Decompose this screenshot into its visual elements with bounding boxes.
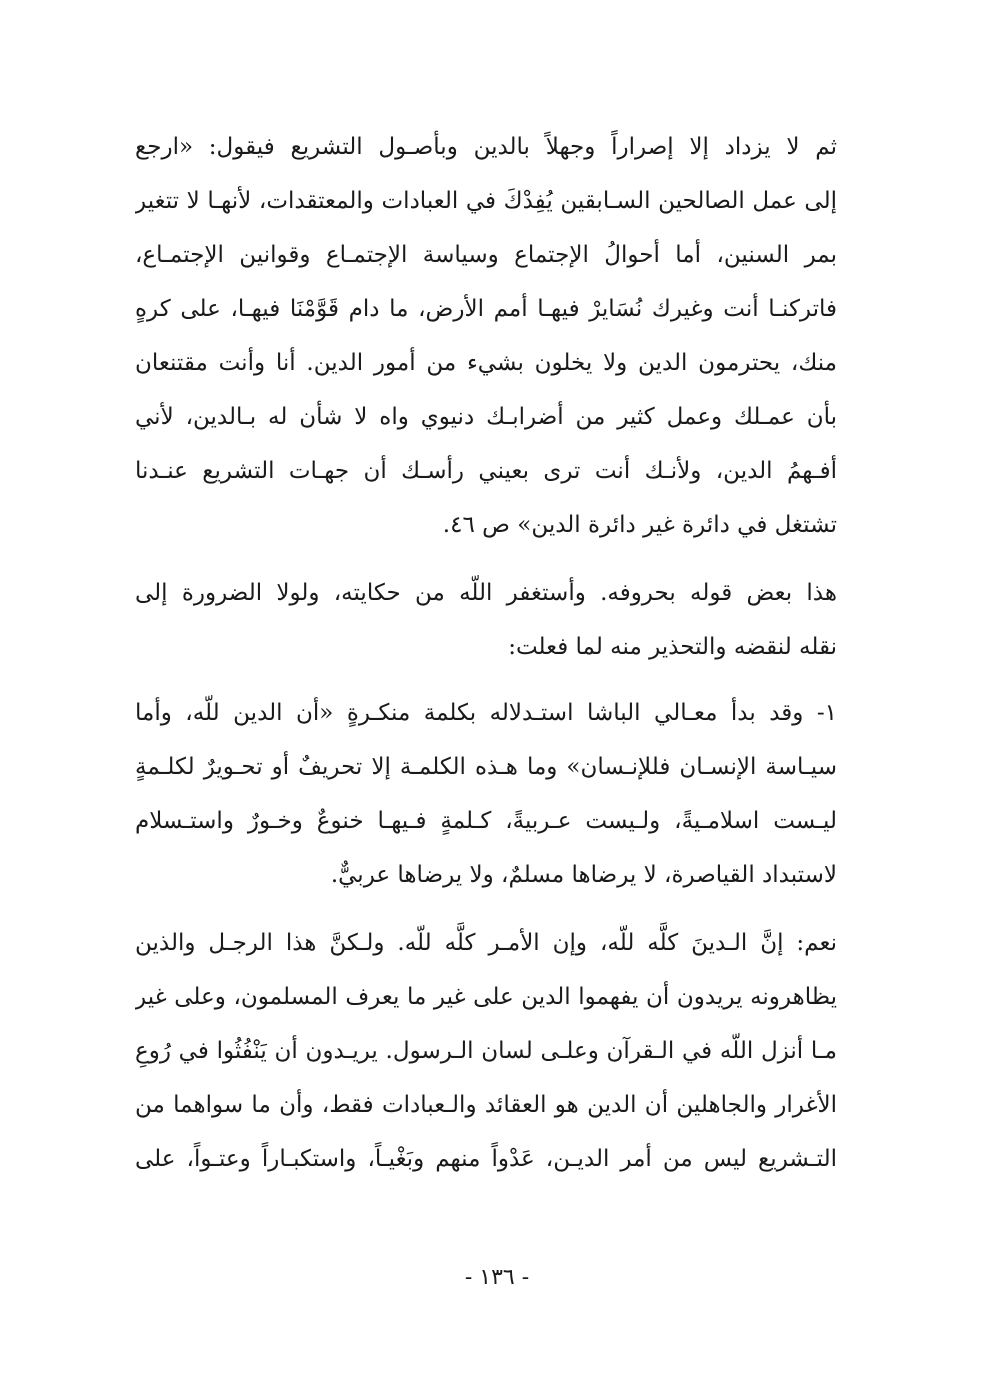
text-line: الأغرار والجاهلين أن الدين هو العقائد والـعبادات فقط، وأن ما سواهما من xyxy=(135,1092,837,1118)
text-line: إلى عمل الصالحين السـابقين يُفِدْكَ في العبادات والمعتقدات، لأنهـا لا تتغير xyxy=(135,188,837,214)
text-line: بأن عمـلك وعمل كثير من أضرابـك دنيوي واه لا شأن له بـالدين، لأني xyxy=(135,404,837,430)
text-line: يظاهرونه يريدون أن يفهموا الدين على غير ما يعرف المسلمون، وعلى غير xyxy=(135,984,837,1010)
text-line: تشتغل في دائرة غير دائرة الدين» ص ٤٦. xyxy=(442,512,837,538)
text-line: سيـاسة الإنسـان فللإنـسان» وما هـذه الكلمـة إلا تحريفٌ أو تحـويرٌ لكلـمةٍ xyxy=(135,754,837,780)
text-line: ١- وقد بدأ معـالي الباشا استـدلاله بكلمة منكـرةٍ «أن الدين للّه، وأما xyxy=(135,700,837,726)
text-line: أفـهمُ الدين، ولأنـك أنت ترى بعيني رأسـك أن جهـات التشريع عنـدنا xyxy=(135,458,837,484)
text-line: نعم: إنَّ الـدينَ كلَّه للّه، وإن الأمـر كلَّه للّه. ولـكنَّ هذا الرجـل والذين xyxy=(135,930,837,956)
text-line: نقله لنقضه والتحذير منه لما فعلت: xyxy=(508,634,837,660)
page-number: - ١٣٦ - xyxy=(464,1265,530,1290)
text-line: هذا بعض قوله بحروفه. وأستغفر اللّه من حكايته، ولولا الضرورة إلى xyxy=(135,580,837,606)
text-line: لاستبداد القياصرة، لا يرضاها مسلمٌ، ولا يرضاها عربيٌّ. xyxy=(330,862,837,888)
text-line: بمر السنين، أما أحوالُ الإجتماع وسياسة الإجتمـاع وقوانين الإجتمـاع، xyxy=(135,242,837,268)
text-line: منك، يحترمون الدين ولا يخلون بشيء من أمور الدين. أنا وأنت مقتنعان xyxy=(135,350,837,376)
text-line: مـا أنزل اللّه في الـقرآن وعلـى لسان الـرسول. يريـدون أن يَنْفُثُوا في رُوعِ xyxy=(135,1038,837,1064)
text-line: ليـست اسلامـيةً، ولـيست عـربيةً، كـلمةٍ فـيهـا خنوعٌ وخـورٌ واستـسلام xyxy=(135,808,837,834)
text-line: التـشريع ليس من أمر الديـن، عَدْواً منهم وبَغْيـاً، واستكبـاراً وعتـواً، على xyxy=(135,1146,837,1172)
text-line: ثم لا يزداد إلا إصراراً وجهلاً بالدين وبأصـول التشريع فيقول: «ارجع xyxy=(135,134,837,160)
text-line: فاتركنـا أنت وغيرك نُسَايرْ فيهـا أمم الأرض، ما دام قَوَّمْنَا فيهـا، على كرهٍ xyxy=(135,296,837,322)
